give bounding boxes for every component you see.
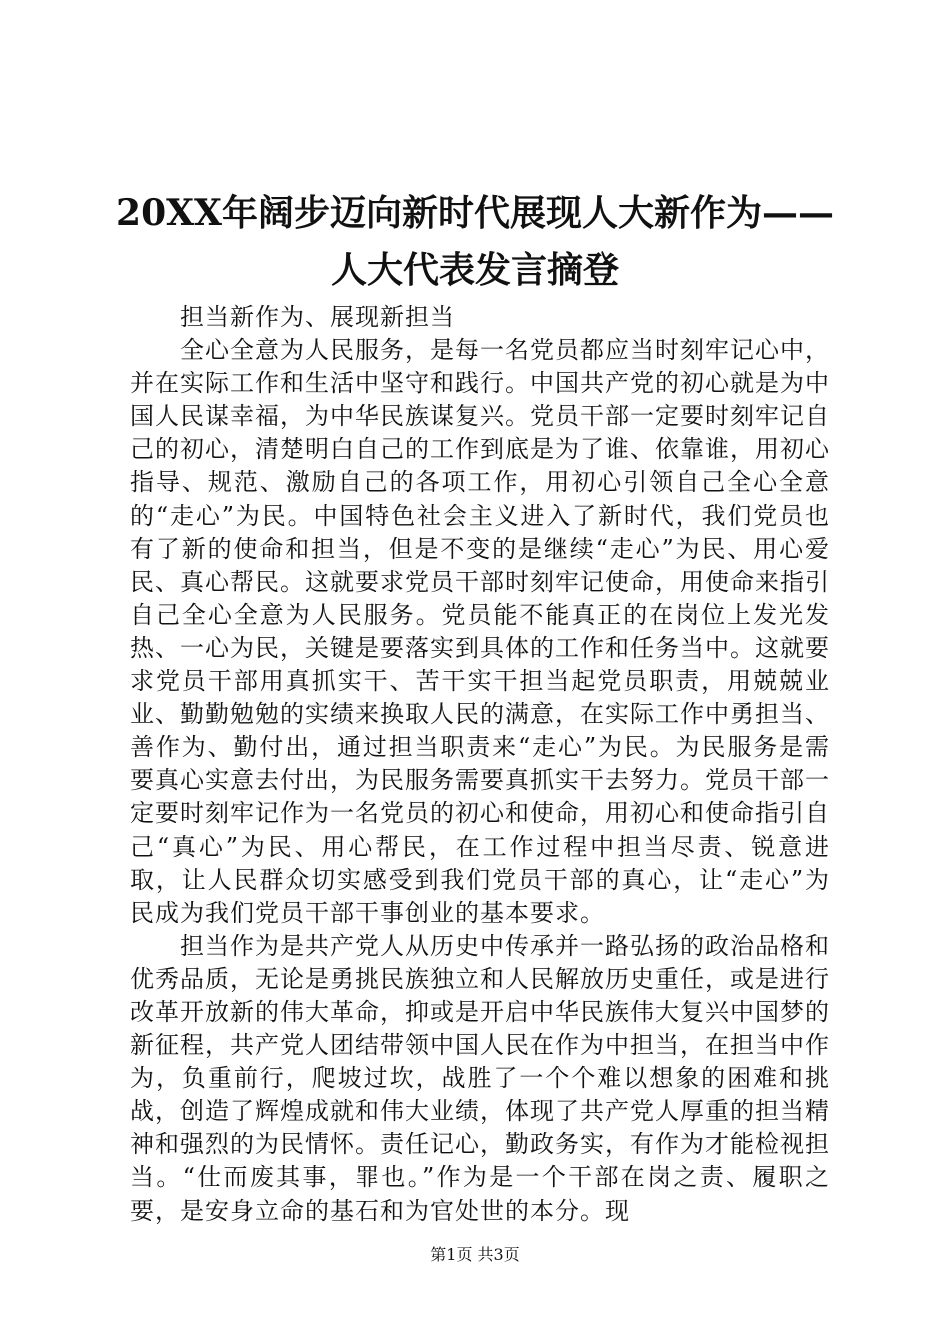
paragraph: 全心全意为人民服务，是每一名党员都应当时刻牢记心中，并在实际工作和生活中坚守和践行。中国共产党的初心就是为中国人民谋幸福，为中华民族谋复兴。党员干部一定要时刻牢记自己的初心，清楚明白自己的工作到底是为了谁、依靠谁，用初心指导、规范、激励自己的各项工作，用初心引领自己全心全意的“走心”为民。中国特色社会主义进入了新时代，我们党员也有了新的使命和担当，但是不变的是继续“走心”为民、用心爱民、真心帮民。这就要求党员干部时刻牢记使命，用使命来指引自己全心全意为人民服务。党员能不能真正的在岗位上发光发热、一心为民，关键是要落实到具体的工作和任务当中。这就要求党员干部用真抓实干、苦干实干担当起党员职责，用兢兢业业、勤勤勉勉的实绩来换取人民的满意，在实际工作中勇担当、善作为、勤付出，通过担当职责来“走心”为民。为民服务是需要真心实意去付出，为民服务需要真抓实干去努力。党员干部一定要时刻牢记作为一名党员的初心和使命，用初心和使命指引自己“真心”为民、用心帮民，在工作过程中担当尽责、锐意进取，让人民群众切实感受到我们党员干部的真心，让“走心”为民成为我们党员干部干事创业的基本要求。 [130, 336, 830, 927]
document-body [130, 301, 830, 1228]
document-title-line-2: 人大代表发言摘登 [330, 249, 619, 291]
paragraph: 担当作为是共产党人从历史中传承并一路弘扬的政治品格和优秀品质，无论是勇挑民族独立和人民解放历史重任，或是进行改革开放新的伟大革命，抑或是开启中华民族伟大复兴中国梦的新征程，共产党人团结带领中国人民在作为中担当，在担当中作为，负重前行，爬坡过坎，战胜了一个个难以想象的困难和挑战，创造了辉煌成就和伟大业绩，体现了共产党人厚重的担当精神和强烈的为民情怀。责任记心，勤政务实，有作为才能检视担当。“仕而废其事，罪也。”作为是一个干部在岗之责、履职之要，是安身立命的基石和为官处世的本分。现 [130, 931, 830, 1225]
section-heading: 担当新作为、展现新担当 [180, 303, 455, 331]
document-title-line-1: 20XX年阔步迈向新时代展现人大新作为—— [116, 192, 834, 234]
page-footer: 第1页 共3页 [430, 1245, 520, 1264]
